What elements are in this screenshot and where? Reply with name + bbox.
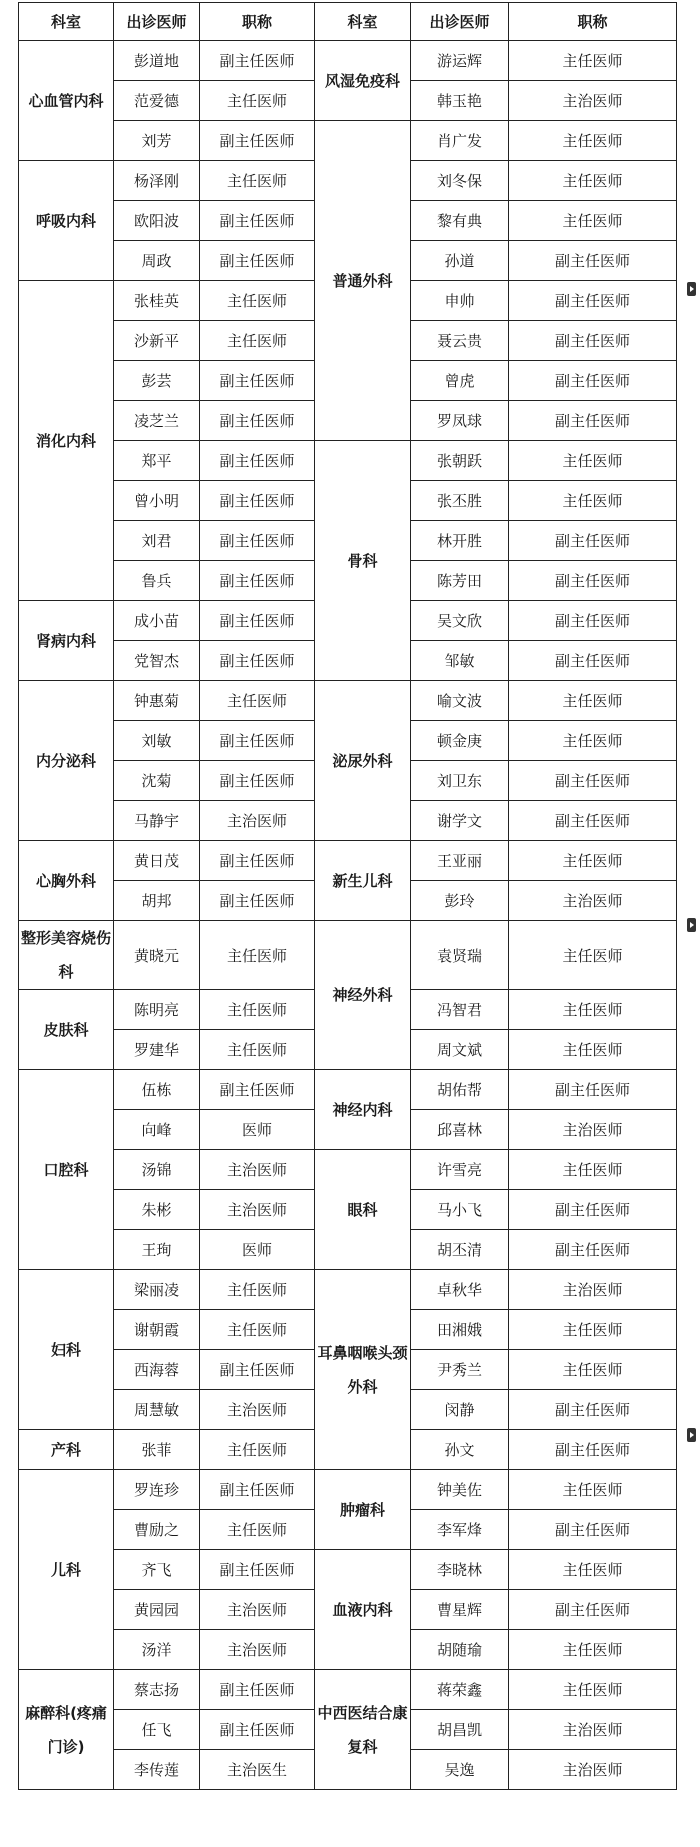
doctor-name-cell: 黄日茂 (114, 841, 200, 881)
doctor-name-cell: 胡丕清 (411, 1230, 509, 1270)
table-row (19, 1550, 677, 1590)
table-row (19, 1070, 677, 1110)
doctor-name-cell: 陈明亮 (114, 990, 200, 1030)
doctor-title-cell: 副主任医师 (200, 361, 315, 401)
doctor-name-cell: 黄晓元 (114, 921, 200, 990)
table-row (19, 1470, 677, 1510)
doctor-name-cell: 朱彬 (114, 1190, 200, 1230)
doctor-name-cell: 曹星辉 (411, 1590, 509, 1630)
table-row (19, 41, 677, 81)
doctor-name-cell: 张桂英 (114, 281, 200, 321)
doctor-name-cell: 孙道 (411, 241, 509, 281)
doctor-name-cell: 罗建华 (114, 1030, 200, 1070)
doctor-title-cell: 副主任医师 (509, 1390, 677, 1430)
doctor-name-cell: 齐飞 (114, 1550, 200, 1590)
doctor-title-cell: 副主任医师 (200, 1470, 315, 1510)
doctor-title-cell: 主任医师 (509, 1550, 677, 1590)
department-cell: 心血管内科 (19, 41, 114, 161)
department-cell: 麻醉科(疼痛门诊) (19, 1670, 114, 1790)
doctor-name-cell: 彭芸 (114, 361, 200, 401)
doctor-title-cell: 主任医师 (200, 1430, 315, 1470)
doctor-name-cell: 彭道地 (114, 41, 200, 81)
doctor-name-cell: 喻文波 (411, 681, 509, 721)
department-cell: 内分泌科 (19, 681, 114, 841)
doctor-title-cell: 医师 (200, 1110, 315, 1150)
doctor-title-cell: 副主任医师 (200, 201, 315, 241)
doctor-title-cell: 副主任医师 (509, 1190, 677, 1230)
doctor-title-cell: 副主任医师 (509, 281, 677, 321)
doctor-title-cell: 主任医师 (509, 441, 677, 481)
department-cell: 肿瘤科 (315, 1470, 411, 1550)
department-cell: 泌尿外科 (315, 681, 411, 841)
doctor-name-cell: 李传莲 (114, 1750, 200, 1790)
doctor-title-cell: 主任医师 (509, 721, 677, 761)
doctor-title-cell: 副主任医师 (509, 241, 677, 281)
doctor-name-cell: 汤锦 (114, 1150, 200, 1190)
doctor-title-cell: 副主任医师 (509, 361, 677, 401)
doctor-name-cell: 罗连珍 (114, 1470, 200, 1510)
doctor-title-cell: 主任医师 (200, 681, 315, 721)
doctor-title-cell: 主治医师 (509, 1270, 677, 1310)
department-cell: 血液内科 (315, 1550, 411, 1670)
doctor-title-cell: 副主任医师 (200, 121, 315, 161)
doctor-name-cell: 胡昌凯 (411, 1710, 509, 1750)
doctor-title-cell: 主任医师 (509, 121, 677, 161)
scroll-marker-icon[interactable] (687, 918, 696, 932)
header-doctor-left: 出诊医师 (114, 3, 200, 41)
doctor-title-cell: 主任医师 (200, 1270, 315, 1310)
doctor-name-cell: 刘敏 (114, 721, 200, 761)
doctor-name-cell: 闵静 (411, 1390, 509, 1430)
doctor-name-cell: 蒋荣鑫 (411, 1670, 509, 1710)
department-cell: 风湿免疫科 (315, 41, 411, 121)
table-row (19, 441, 677, 481)
doctor-name-cell: 陈芳田 (411, 561, 509, 601)
doctor-title-cell: 主任医师 (509, 990, 677, 1030)
department-cell: 心胸外科 (19, 841, 114, 921)
doctor-name-cell: 蔡志扬 (114, 1670, 200, 1710)
doctor-name-cell: 周政 (114, 241, 200, 281)
doctor-name-cell: 周文斌 (411, 1030, 509, 1070)
scroll-marker-icon[interactable] (687, 282, 696, 296)
doctor-name-cell: 杨泽刚 (114, 161, 200, 201)
doctor-title-cell: 副主任医师 (509, 1510, 677, 1550)
header-row (19, 3, 677, 41)
doctor-title-cell: 主任医师 (509, 161, 677, 201)
doctor-title-cell: 主治医师 (509, 81, 677, 121)
doctor-name-cell: 冯智君 (411, 990, 509, 1030)
doctor-name-cell: 顿金庚 (411, 721, 509, 761)
table-row (19, 1670, 677, 1710)
doctor-name-cell: 刘君 (114, 521, 200, 561)
doctor-name-cell: 张丕胜 (411, 481, 509, 521)
department-cell: 口腔科 (19, 1070, 114, 1270)
doctor-name-cell: 沙新平 (114, 321, 200, 361)
doctor-title-cell: 副主任医师 (509, 801, 677, 841)
doctor-name-cell: 曾虎 (411, 361, 509, 401)
doctor-name-cell: 周慧敏 (114, 1390, 200, 1430)
doctor-name-cell: 胡随瑜 (411, 1630, 509, 1670)
table-row (19, 1150, 677, 1190)
doctor-title-cell: 副主任医师 (200, 1070, 315, 1110)
doctor-name-cell: 许雪亮 (411, 1150, 509, 1190)
department-cell: 新生儿科 (315, 841, 411, 921)
doctor-name-cell: 梁丽凌 (114, 1270, 200, 1310)
doctor-name-cell: 韩玉艳 (411, 81, 509, 121)
doctor-title-cell: 主任医师 (509, 1150, 677, 1190)
doctor-name-cell: 西海蓉 (114, 1350, 200, 1390)
doctor-name-cell: 曾小明 (114, 481, 200, 521)
doctor-title-cell: 主治医师 (509, 881, 677, 921)
doctor-title-cell: 主任医师 (509, 921, 677, 990)
doctor-title-cell: 主治医师 (200, 1150, 315, 1190)
table-row (19, 121, 677, 161)
table-row (19, 841, 677, 881)
doctor-name-cell: 汤洋 (114, 1630, 200, 1670)
doctor-title-cell: 副主任医师 (200, 601, 315, 641)
doctor-name-cell: 李军烽 (411, 1510, 509, 1550)
doctor-name-cell: 凌芝兰 (114, 401, 200, 441)
doctor-name-cell: 马小飞 (411, 1190, 509, 1230)
doctor-title-cell: 主任医师 (200, 921, 315, 990)
department-cell: 中西医结合康复科 (315, 1670, 411, 1790)
doctor-title-cell: 主任医师 (509, 681, 677, 721)
doctor-name-cell: 游运辉 (411, 41, 509, 81)
header-title-right: 职称 (509, 3, 677, 41)
doctor-title-cell: 副主任医师 (200, 1710, 315, 1750)
department-cell: 儿科 (19, 1470, 114, 1670)
doctor-name-cell: 张朝跃 (411, 441, 509, 481)
doctor-name-cell: 王亚丽 (411, 841, 509, 881)
doctor-name-cell: 成小苗 (114, 601, 200, 641)
doctor-title-cell: 主任医师 (509, 1670, 677, 1710)
doctor-title-cell: 副主任医师 (200, 641, 315, 681)
doctor-name-cell: 申帅 (411, 281, 509, 321)
doctor-name-cell: 钟惠菊 (114, 681, 200, 721)
doctor-title-cell: 主任医师 (509, 41, 677, 81)
table-row (19, 681, 677, 721)
doctor-name-cell: 党智杰 (114, 641, 200, 681)
doctor-name-cell: 谢学文 (411, 801, 509, 841)
doctor-title-cell: 主治医师 (200, 1190, 315, 1230)
doctor-name-cell: 吴逸 (411, 1750, 509, 1790)
doctor-name-cell: 胡邦 (114, 881, 200, 921)
doctor-title-cell: 副主任医师 (200, 1350, 315, 1390)
doctor-name-cell: 袁贤瑞 (411, 921, 509, 990)
doctor-title-cell: 主任医师 (200, 1510, 315, 1550)
doctor-title-cell: 主治医师 (509, 1110, 677, 1150)
doctor-name-cell: 曹励之 (114, 1510, 200, 1550)
doctor-name-cell: 刘卫东 (411, 761, 509, 801)
doctor-title-cell: 主任医师 (509, 1470, 677, 1510)
doctor-name-cell: 钟美佐 (411, 1470, 509, 1510)
doctor-name-cell: 肖广发 (411, 121, 509, 161)
header-doctor-right: 出诊医师 (411, 3, 509, 41)
department-cell: 产科 (19, 1430, 114, 1470)
department-cell: 神经外科 (315, 921, 411, 1070)
doctor-title-cell: 主任医师 (200, 1310, 315, 1350)
doctor-title-cell: 副主任医师 (509, 1590, 677, 1630)
doctor-title-cell: 主治医师 (509, 1750, 677, 1790)
doctor-name-cell: 沈菊 (114, 761, 200, 801)
doctor-name-cell: 田湘娥 (411, 1310, 509, 1350)
doctor-title-cell: 主任医师 (509, 201, 677, 241)
doctor-title-cell: 主任医师 (200, 990, 315, 1030)
doctor-title-cell: 主任医师 (509, 1030, 677, 1070)
doctor-name-cell: 伍栋 (114, 1070, 200, 1110)
doctor-title-cell: 副主任医师 (200, 481, 315, 521)
department-cell: 呼吸内科 (19, 161, 114, 281)
doctor-title-cell: 副主任医师 (509, 521, 677, 561)
doctor-title-cell: 副主任医师 (509, 561, 677, 601)
doctor-title-cell: 医师 (200, 1230, 315, 1270)
doctor-name-cell: 尹秀兰 (411, 1350, 509, 1390)
doctor-name-cell: 卓秋华 (411, 1270, 509, 1310)
doctor-name-cell: 郑平 (114, 441, 200, 481)
doctor-name-cell: 邹敏 (411, 641, 509, 681)
doctor-title-cell: 副主任医师 (200, 1670, 315, 1710)
doctor-title-cell: 主治医师 (509, 1710, 677, 1750)
doctor-title-cell: 主任医师 (509, 1630, 677, 1670)
doctor-title-cell: 主治医师 (200, 1630, 315, 1670)
doctor-name-cell: 谢朝霞 (114, 1310, 200, 1350)
department-cell: 普通外科 (315, 121, 411, 441)
department-cell: 神经内科 (315, 1070, 411, 1150)
header-dept-left: 科室 (19, 3, 114, 41)
doctor-title-cell: 主治医师 (200, 1590, 315, 1630)
doctor-title-cell: 主治医师 (200, 801, 315, 841)
doctor-title-cell: 副主任医师 (200, 1550, 315, 1590)
doctor-title-cell: 副主任医师 (509, 1230, 677, 1270)
department-cell: 皮肤科 (19, 990, 114, 1070)
doctor-title-cell: 副主任医师 (200, 41, 315, 81)
doctor-name-cell: 聂云贵 (411, 321, 509, 361)
doctor-title-cell: 副主任医师 (200, 241, 315, 281)
doctor-name-cell: 马静宇 (114, 801, 200, 841)
doctor-name-cell: 胡佑帮 (411, 1070, 509, 1110)
doctor-title-cell: 副主任医师 (200, 721, 315, 761)
table-row (19, 921, 677, 990)
doctor-name-cell: 刘芳 (114, 121, 200, 161)
outpatient-roster-table (18, 2, 677, 1790)
doctor-title-cell: 主任医师 (200, 1030, 315, 1070)
doctor-name-cell: 孙文 (411, 1430, 509, 1470)
roster-sheet (18, 2, 676, 1845)
doctor-title-cell: 副主任医师 (509, 321, 677, 361)
doctor-title-cell: 主任医师 (509, 481, 677, 521)
doctor-title-cell: 主任医师 (200, 281, 315, 321)
department-cell: 眼科 (315, 1150, 411, 1270)
department-cell: 耳鼻咽喉头颈外科 (315, 1270, 411, 1470)
scroll-marker-icon[interactable] (687, 1428, 696, 1442)
doctor-title-cell: 主任医师 (200, 81, 315, 121)
doctor-title-cell: 副主任医师 (200, 841, 315, 881)
doctor-title-cell: 副主任医师 (200, 401, 315, 441)
doctor-title-cell: 主任医师 (200, 321, 315, 361)
doctor-name-cell: 张菲 (114, 1430, 200, 1470)
doctor-name-cell: 吴文欣 (411, 601, 509, 641)
doctor-name-cell: 鲁兵 (114, 561, 200, 601)
doctor-title-cell: 副主任医师 (509, 401, 677, 441)
doctor-title-cell: 主任医师 (509, 1310, 677, 1350)
doctor-name-cell: 王珣 (114, 1230, 200, 1270)
doctor-title-cell: 副主任医师 (200, 521, 315, 561)
department-cell: 妇科 (19, 1270, 114, 1430)
header-dept-right: 科室 (315, 3, 411, 41)
table-row (19, 1270, 677, 1310)
doctor-name-cell: 向峰 (114, 1110, 200, 1150)
doctor-title-cell: 副主任医师 (509, 641, 677, 681)
department-cell: 肾病内科 (19, 601, 114, 681)
doctor-name-cell: 黄园园 (114, 1590, 200, 1630)
department-cell: 骨科 (315, 441, 411, 681)
doctor-title-cell: 副主任医师 (200, 761, 315, 801)
doctor-name-cell: 欧阳波 (114, 201, 200, 241)
doctor-name-cell: 彭玲 (411, 881, 509, 921)
doctor-title-cell: 主任医师 (200, 161, 315, 201)
doctor-name-cell: 林开胜 (411, 521, 509, 561)
doctor-title-cell: 主治医生 (200, 1750, 315, 1790)
doctor-name-cell: 李晓林 (411, 1550, 509, 1590)
doctor-name-cell: 范爱德 (114, 81, 200, 121)
doctor-title-cell: 副主任医师 (509, 601, 677, 641)
doctor-title-cell: 主任医师 (509, 1350, 677, 1390)
doctor-title-cell: 副主任医师 (509, 1430, 677, 1470)
doctor-title-cell: 主任医师 (509, 841, 677, 881)
doctor-title-cell: 副主任医师 (200, 881, 315, 921)
doctor-name-cell: 黎有典 (411, 201, 509, 241)
doctor-title-cell: 主治医师 (200, 1390, 315, 1430)
department-cell: 消化内科 (19, 281, 114, 601)
department-cell: 整形美容烧伤科 (19, 921, 114, 990)
doctor-name-cell: 邱喜林 (411, 1110, 509, 1150)
doctor-title-cell: 副主任医师 (200, 441, 315, 481)
doctor-title-cell: 副主任医师 (509, 761, 677, 801)
doctor-name-cell: 任飞 (114, 1710, 200, 1750)
header-title-left: 职称 (200, 3, 315, 41)
doctor-title-cell: 副主任医师 (509, 1070, 677, 1110)
doctor-title-cell: 副主任医师 (200, 561, 315, 601)
doctor-name-cell: 刘冬保 (411, 161, 509, 201)
doctor-name-cell: 罗凤球 (411, 401, 509, 441)
